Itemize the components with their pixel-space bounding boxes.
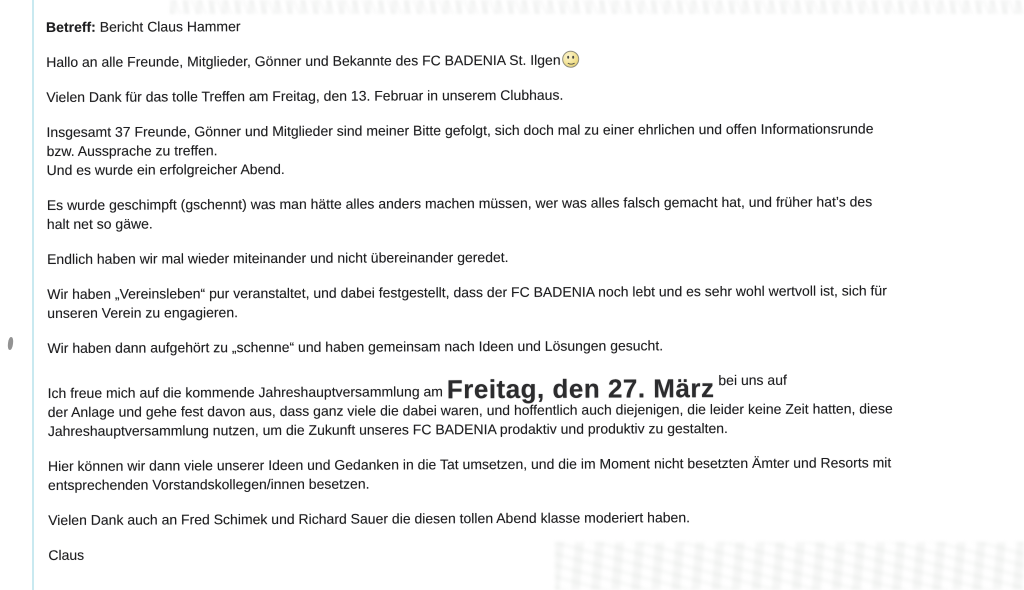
paragraph-2 [46,49,894,72]
subject-label: Betreff: [46,18,96,35]
text-run: Vielen Dank für das tolle Treffen am Freitag, den 13. Februar in unserem Clubhaus. [46,86,564,105]
text-run: Und es wurde ein erfolgreicher Abend. [46,160,285,178]
scan-edge-line [32,0,34,590]
paragraph-10 [48,453,896,495]
paragraph-1 [46,14,894,37]
smiley-icon [563,51,580,68]
text-run: Endlich haben wir mal wieder miteinander und nicht übereinander geredet. [47,248,509,267]
text-run: Wir haben „Vereinsleben“ pur veranstaltet, und dabei festgestellt, dass der FC BADENIA noch lebt und es sehr wohl wertvoll ist, sich für unseren Verein zu engagieren. [47,282,887,321]
paragraph-11 [48,507,896,530]
paragraph-8 [47,335,895,358]
scan-smudge-artifact [7,337,14,351]
text-run: Insgesamt 37 Freunde, Gönner und Mitglieder sind meiner Bitte gefolgt, sich doch mal zu einer ehrlichen und offen Informationsrunde bzw. Aussprache zu treffen. [46,120,874,159]
paragraph-12 [48,542,896,565]
scan-noise-top [170,0,1024,14]
paragraph-9 [48,370,896,441]
text-run: Vielen Dank auch an Fred Schimek und Richard Sauer die diesen tollen Abend klasse moderiert haben. [48,509,691,528]
paragraph-7 [47,281,895,323]
letter-body [46,14,896,581]
paragraph-3 [46,84,894,107]
text-run: Bericht Claus Hammer [95,18,241,35]
text-run: Claus [48,546,85,563]
highlighted-date: Freitag, den 27. März [446,373,715,405]
paragraph-5 [47,192,895,234]
paragraph-6 [47,246,895,269]
text-run: der Anlage und gehe fest davon aus, dass ganz viele die dabei waren, und hoffentlich auch diejenigen, die leider keine Zeit hatten, diese Jahreshauptversammlung nutzen, um die Zukunft unseres FC BADENIA prodaktiv und produktiv zu gestalten. [47,400,893,439]
paragraph-4 [46,119,894,180]
text-run: Ich freue mich auf die kommende Jahreshauptversammlung am [47,383,447,401]
text-run: Wir haben dann aufgehört zu „schenne“ und haben gemeinsam nach Ideen und Lösungen gesucht. [47,337,664,356]
text-run: Hier können wir dann viele unserer Ideen und Gedanken in die Tat umsetzen, und die im Moment nicht besetzten Ämter und Resorts mit entsprechenden Vorstandskollegen/innen besetzen. [47,454,892,493]
text-run: Hallo an alle Freunde, Mitglieder, Gönner und Bekannte des FC BADENIA St. Ilgen [46,51,561,70]
raised-text-run: bei uns auf [714,371,787,389]
text-run: Es wurde geschimpft (gschennt) was man hätte alles anders machen müssen, wer was alles falsch gemacht hat, und früher hat’s des halt net so gäwe. [46,193,873,232]
